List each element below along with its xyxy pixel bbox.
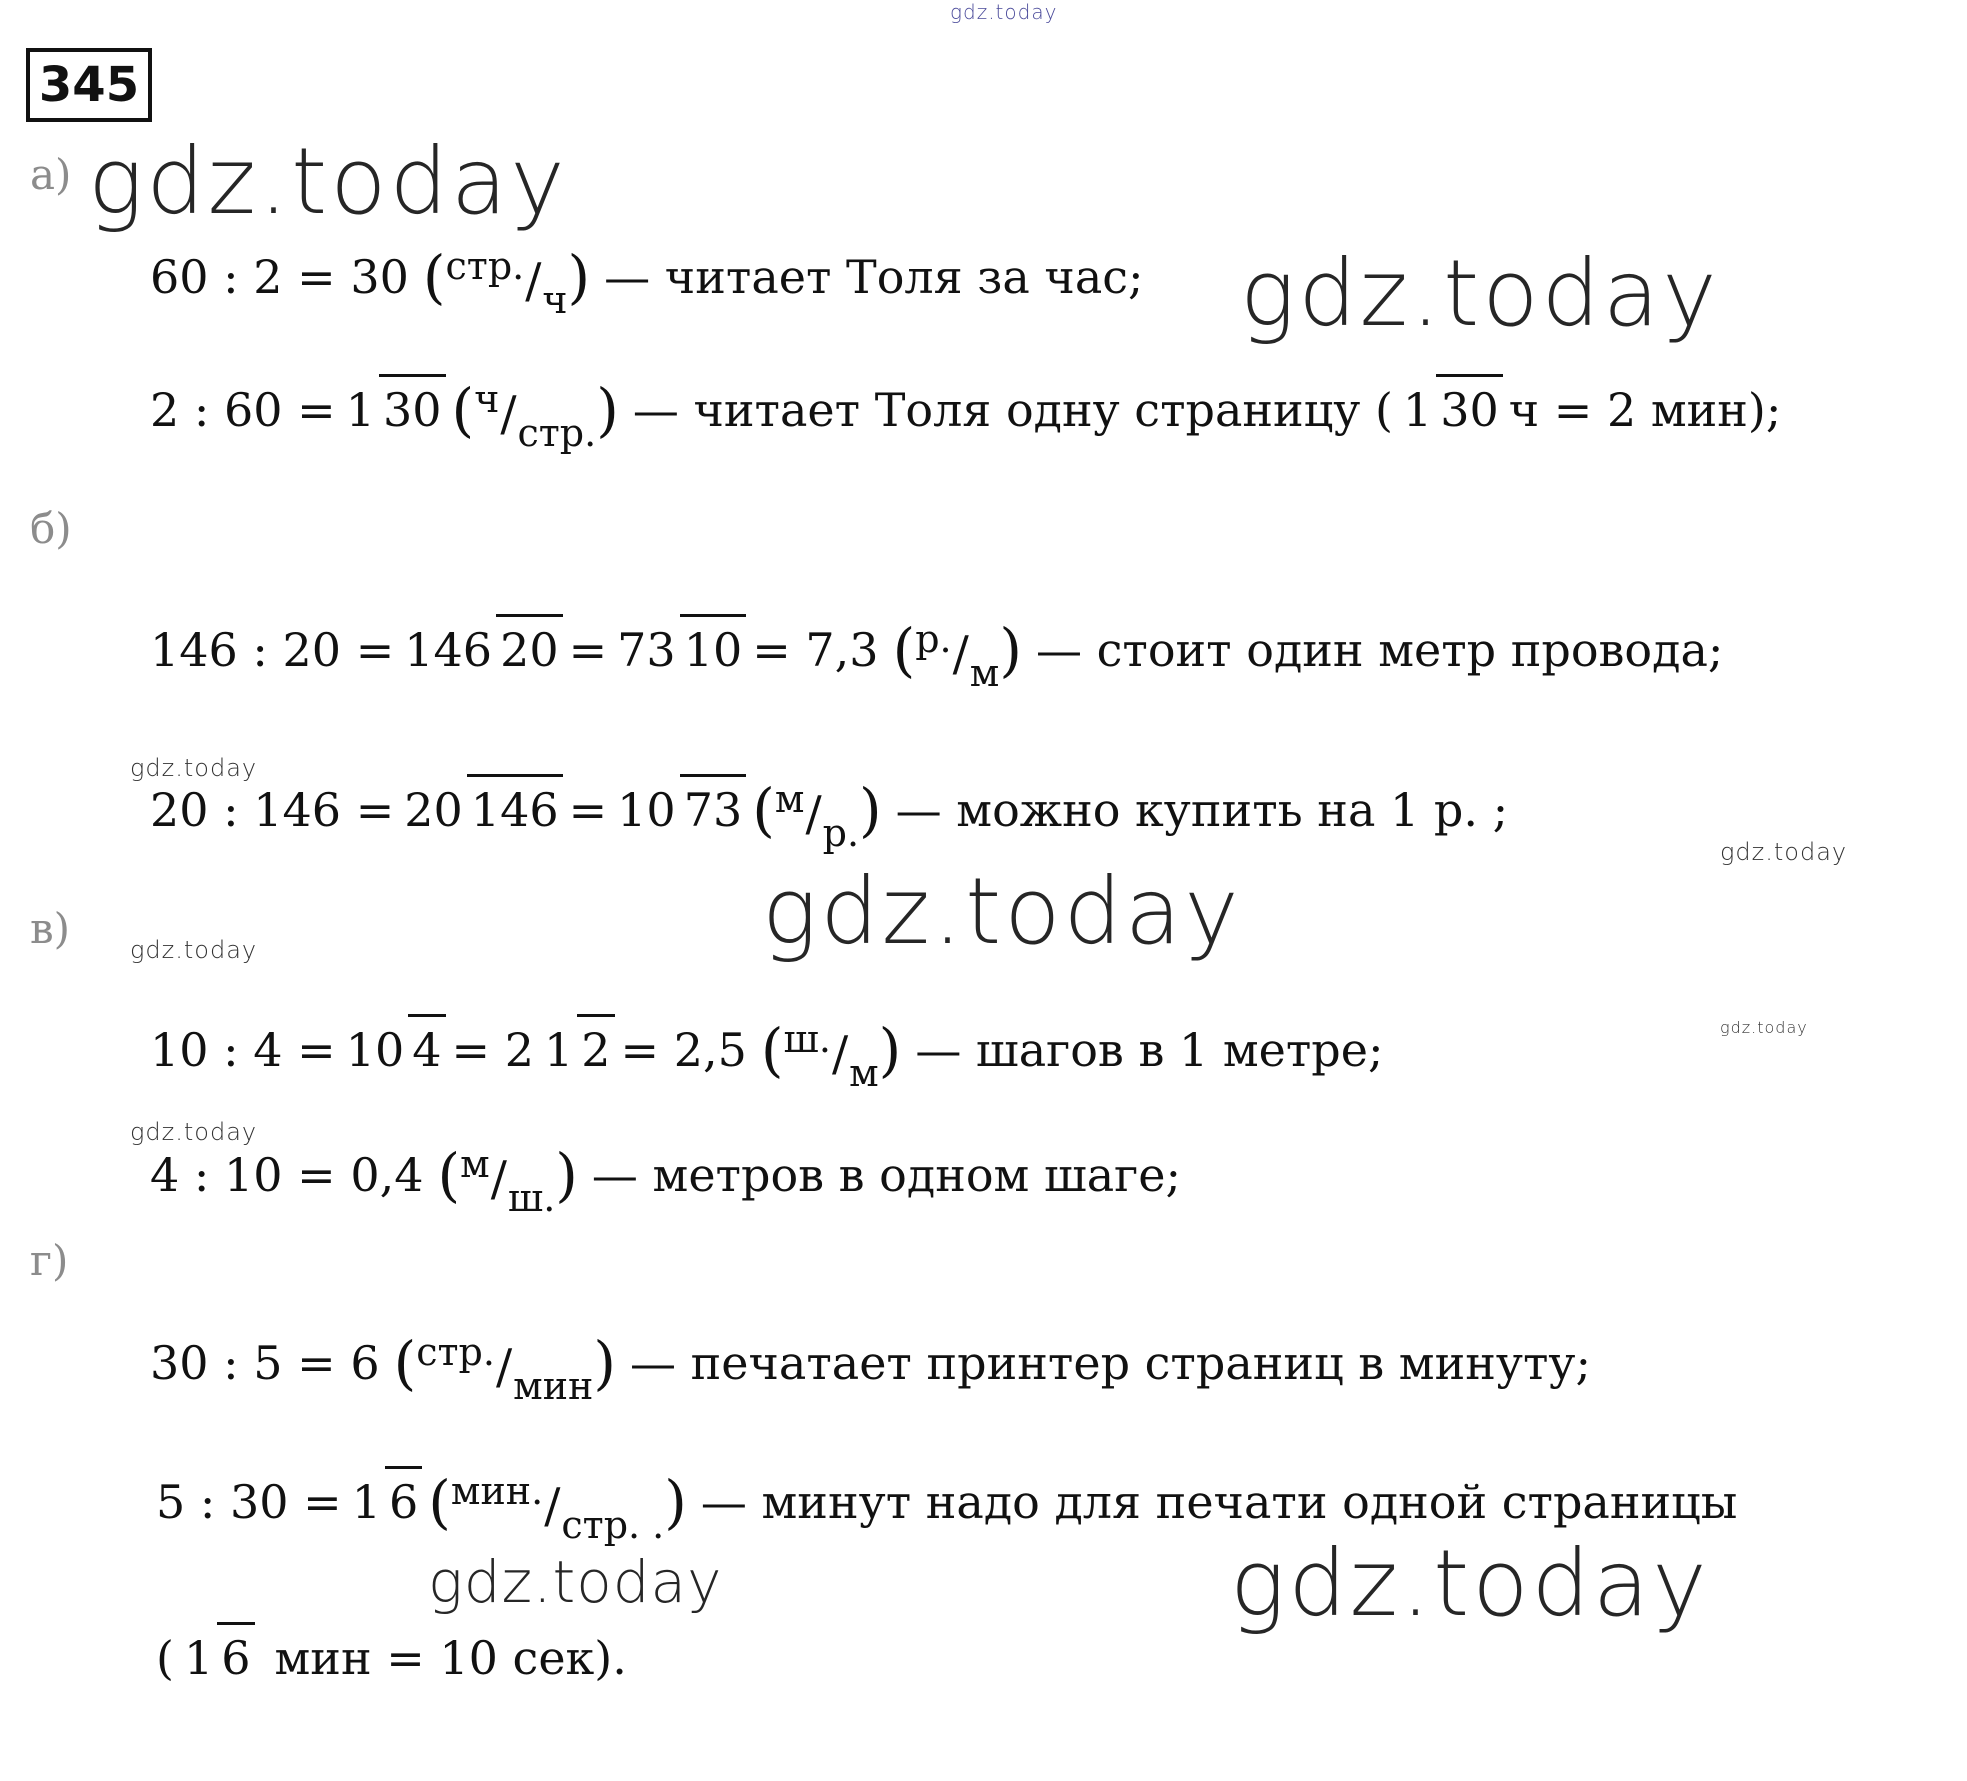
fraction: 10 4: [342, 1027, 446, 1073]
part-label-a: а): [30, 150, 72, 199]
expression: 2 : 60 =: [150, 383, 336, 437]
line-b2: 20 : 146 = 20 146 = 10 73 $(^м/_{р.})$ — можно купить на 1 р. ;: [150, 776, 1509, 855]
explanation: — метров в одном шаге;: [591, 1148, 1181, 1202]
watermark-large-3: gdz.today: [762, 858, 1242, 965]
explanation: мин = 10 сек).: [274, 1631, 627, 1685]
expression: 20 : 146 =: [150, 783, 395, 837]
expression: 4 : 10 = 0,4: [150, 1148, 424, 1202]
fraction: 1 2: [540, 1027, 615, 1073]
explanation: — печатает принтер страниц в минуту;: [630, 1336, 1591, 1390]
fraction: 1 30: [1399, 387, 1503, 433]
part-label-g: г): [30, 1236, 69, 1285]
watermark-top: gdz.today: [950, 0, 1058, 24]
explanation: — минут надо для печати одной страницы: [700, 1475, 1738, 1529]
watermark-small-5: gdz.today: [1720, 1018, 1808, 1037]
explanation-tail: ч = 2 мин);: [1508, 383, 1782, 437]
fraction: 10 73: [613, 787, 746, 833]
fraction: 1 6: [348, 1479, 423, 1525]
watermark-medium: gdz.today: [428, 1548, 723, 1616]
watermark-large-2: gdz.today: [1240, 240, 1720, 347]
watermark-small-3: gdz.today: [130, 1118, 258, 1146]
line-g3: ( 1 6 мин = 10 сек).: [156, 1588, 627, 1728]
explanation: — читает Толя одну страницу (: [632, 383, 1393, 437]
part-label-b: б): [30, 504, 72, 553]
unit: $(^{стр.}/_ч)$: [422, 243, 591, 322]
part-label-v: в): [30, 904, 71, 953]
unit: $(^{ш.}/_м)$: [760, 1016, 902, 1095]
expression: 30 : 5 = 6: [150, 1336, 380, 1390]
line-g1: [150, 1318, 1591, 1408]
watermark-small-4: gdz.today: [1720, 838, 1848, 866]
watermark-small-1: gdz.today: [130, 754, 258, 782]
unit: $(^{стр.}/_{мин})$: [393, 1329, 616, 1408]
unit: $(^{р.}/_м)$: [892, 616, 1022, 695]
fraction: 1 30: [342, 387, 446, 433]
line-g2: [156, 1432, 1737, 1572]
fraction: 146 20: [400, 627, 562, 673]
watermark-large-4: gdz.today: [1230, 1530, 1710, 1637]
fraction: 20 146: [400, 787, 562, 833]
line-b1: 146 : 20 = 146 20 = 73 10 = 7,3 $(^{р.}/_м)$ — стоит один метр провода;: [150, 616, 1724, 695]
fraction: 1 6: [180, 1635, 255, 1681]
explanation: — шагов в 1 метре;: [915, 1023, 1384, 1077]
problem-number: 345: [26, 48, 152, 122]
explanation: — можно купить на 1 р. ;: [895, 783, 1509, 837]
result: = 7,3: [752, 623, 879, 677]
result: = 2,5: [620, 1023, 747, 1077]
line-v2: [150, 1130, 1181, 1220]
line-a1: [150, 232, 1144, 322]
expression: 10 : 4 =: [150, 1023, 336, 1077]
watermark-small-2: gdz.today: [130, 936, 258, 964]
unit: $(^м/_{р.})$: [752, 776, 882, 855]
unit: $(^м/_{ш.})$: [437, 1141, 578, 1220]
expression: 60 : 2 = 30: [150, 250, 409, 304]
fraction: 73 10: [613, 627, 746, 673]
expression: 146 : 20 =: [150, 623, 395, 677]
mixed-number: = 2: [451, 1023, 534, 1077]
watermark-large-1: gdz.today: [88, 128, 568, 235]
line-a2: [150, 340, 1781, 480]
unit: $(^ч/_{стр.})$: [451, 376, 619, 455]
explanation: — читает Толя за час;: [604, 250, 1144, 304]
expression: 5 : 30 =: [156, 1475, 342, 1529]
unit: $(^{мин.}/_{стр. .})$: [428, 1468, 687, 1547]
line-v1: [150, 980, 1383, 1120]
explanation: — стоит один метр провода;: [1036, 623, 1724, 677]
